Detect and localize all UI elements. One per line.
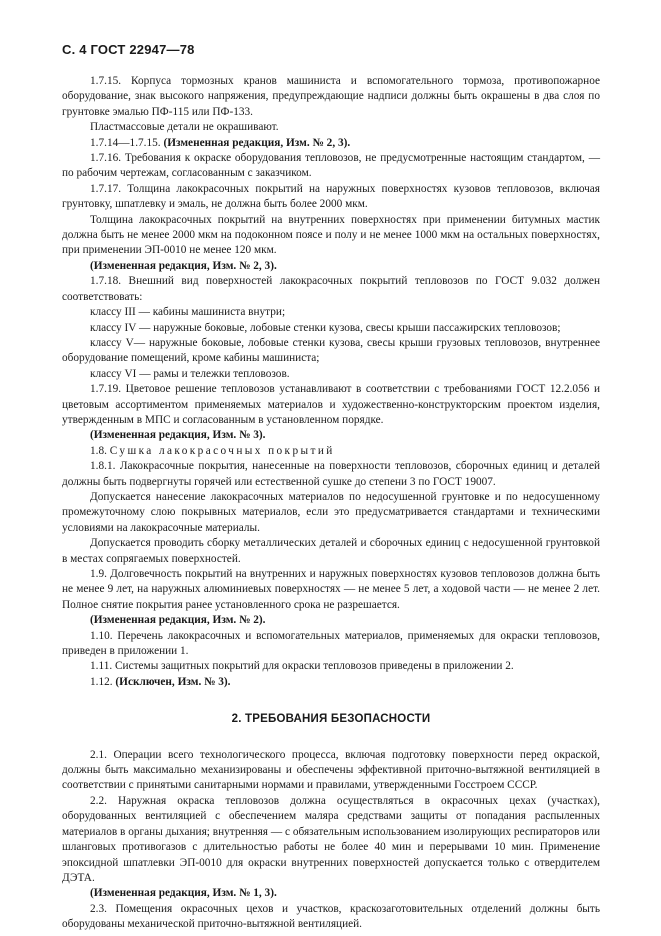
paragraph <box>62 136 600 151</box>
paragraph <box>62 74 600 120</box>
paragraph <box>62 305 600 320</box>
paragraph-text: классу VI — рамы и тележки тепловозов. <box>90 367 290 380</box>
subsection-title: Сушка лакокрасочных покрытий <box>109 444 335 457</box>
paragraph-text: 1.9. Долговечность покрытий на внутренних и наружных поверхностях кузовов тепловозов должна быть не менее 9 лет, на наружных алюминиевых поверхностях — не менее 5 лет, а ходовой части — не менее 2 лет. Полное снятие покрытия ранее установленного срока не разрешается. <box>62 568 600 611</box>
paragraph <box>62 321 600 336</box>
amendment-note: (Измененная редакция, Изм. № 2). <box>90 614 266 627</box>
paragraph-text: 1.7.16. Требования к окраске оборудования тепловозов, не предусмотренные настоящим стандартом, — по рабочим чертежам, согласованным с заказчиком. <box>62 152 600 180</box>
paragraph <box>62 367 600 382</box>
subsection-heading-1-8 <box>62 444 600 459</box>
paragraph <box>62 613 600 628</box>
amendment-note: (Измененная редакция, Изм. № 2, 3). <box>163 136 351 149</box>
amendment-note: (Измененная редакция, Изм. № 3). <box>90 429 266 442</box>
paragraph-text: 1.7.15. Корпуса тормозных кранов машиниста и вспомогательного тормоза, противопожарное оборудование, знак высокого напряжения, предупреждающие надписи должны быть окрашены в два слоя по грунтовке эмалью ПФ-115 или ПФ-133. <box>62 75 600 118</box>
paragraph <box>62 490 600 536</box>
amendment-note: (Измененная редакция, Изм. № 2, 3). <box>90 259 277 272</box>
paragraph <box>62 274 600 305</box>
paragraph <box>62 259 600 274</box>
paragraph-text: 1.7.14—1.7.15. <box>90 136 164 149</box>
paragraph <box>62 120 600 135</box>
page-header: С. 4 ГОСТ 22947—78 <box>62 42 195 57</box>
paragraph <box>62 182 600 213</box>
paragraph <box>62 428 600 443</box>
paragraph-text: Толщина лакокрасочных покрытий на внутренних поверхностях при применении битумных мастик должна быть не менее 2000 мкм на подоконном поясе и полу и не менее 1000 мкм на остальных поверхностях, при применении ЭП-0010 не менее 120 мкм. <box>62 213 600 257</box>
paragraph <box>62 675 600 690</box>
paragraph <box>62 151 600 182</box>
paragraph <box>62 659 600 674</box>
paragraph <box>62 886 600 901</box>
paragraph-text: 1.7.19. Цветовое решение тепловозов устанавливают в соответствии с требованиями ГОСТ 12.2.056 и цветовым ассортиментом применяемых материалов и художественно-конструкторским проектом изделия, утвержденным в МПС и согласованным в установленном порядке. <box>62 383 600 426</box>
paragraph-text: классу III — кабины машиниста внутри; <box>90 306 286 319</box>
paragraph <box>62 902 600 933</box>
document-body <box>62 74 600 933</box>
amendment-note: (Исключен, Изм. № 3). <box>115 675 231 688</box>
paragraph-text: Допускается проводить сборку металлических деталей и сборочных единиц с недосушенной грунтовкой в местах сопрягаемых поверхностей. <box>62 537 600 565</box>
paragraph-text: 2.2. Наружная окраска тепловозов должна осуществляться в окрасочных цехах (участках), оборудованных вентиляцией с обеспечением маляра средствами защиты от попадания распыленных материалов в органы дыхания; внутренняя — с обязательным использованием изолирующих респираторов или шланговых противогазов с длительностью работы не более 40 мин и перерывами 10 мин. Применение эпоксидной шпатлевки ЭП-0010 для окраски внутренних поверхностей допускается только с отвердителем ДЭТА. <box>62 794 600 884</box>
paragraph-text: Пластмассовые детали не окрашивают. <box>90 121 279 134</box>
paragraph-group-a <box>62 74 600 444</box>
paragraph <box>62 629 600 660</box>
paragraph-text: 1.7.18. Внешний вид поверхностей лакокрасочных покрытий тепловозов по ГОСТ 9.032 должен соответствовать: <box>62 275 600 303</box>
paragraph <box>62 382 600 428</box>
paragraph <box>62 213 600 259</box>
paragraph-text: 1.12. <box>90 675 116 688</box>
subsection-number: 1.8. <box>90 444 110 457</box>
paragraph-text: классу IV — наружные боковые, лобовые стенки кузова, свесы крыши пассажирских тепловозов; <box>90 321 561 334</box>
amendment-note: (Измененная редакция, Изм. № 1, 3). <box>90 887 277 900</box>
paragraph-text: классу V— наружные боковые, лобовые стенки кузова, свесы крыши грузовых тепловозов, внутреннее оборудование помещений, кроме кабины машиниста; <box>62 336 600 365</box>
paragraph <box>62 567 600 613</box>
paragraph-text: 1.8.1. Лакокрасочные покрытия, нанесенные на поверхности тепловозов, сборочных единиц и деталей должны быть подвергнуты горячей или естественной сушке до степени 3 по ГОСТ 19007. <box>62 460 600 488</box>
paragraph <box>62 336 600 367</box>
paragraph-text: 2.1. Операции всего технологического процесса, включая подготовку поверхности перед окраской, должны быть максимально механизированы и обеспечены эффективной приточно-вытяжной вентиляцией в соответствии с принятыми санитарными нормами и правилами, утвержденными Госстроем СССР. <box>62 748 600 792</box>
paragraph-text: Допускается нанесение лакокрасочных материалов по недосушенной грунтовке и по недосушенному промежуточному слою покрывных материалов, если это предусматривается стандартами и техническими условиями на лакокрасочные материалы. <box>62 490 600 534</box>
paragraph-text: 1.11. Системы защитных покрытий для окраски тепловозов приведены в приложении 2. <box>90 660 514 673</box>
section-title: 2. ТРЕБОВАНИЯ БЕЗОПАСНОСТИ <box>231 713 431 726</box>
paragraph-text: 1.10. Перечень лакокрасочных и вспомогательных материалов, применяемых для окраски тепловозов, приведен в приложении 1. <box>62 629 600 658</box>
paragraph <box>62 794 600 886</box>
paragraph <box>62 748 600 794</box>
paragraph <box>62 536 600 567</box>
paragraph <box>62 459 600 490</box>
paragraph-group-c <box>62 748 600 933</box>
paragraph-text: 2.3. Помещения окрасочных цехов и участков, краскозаготовительных отделений должны быть оборудованы механической приточно-вытяжной вентиляцией. <box>62 902 600 931</box>
paragraph-text: 1.7.17. Толщина лакокрасочных покрытий на наружных поверхностях кузовов тепловозов, включая грунтовку, шпатлевку и эмаль, не должна быть более 2000 мкм. <box>62 182 600 211</box>
paragraph-group-b <box>62 459 600 690</box>
